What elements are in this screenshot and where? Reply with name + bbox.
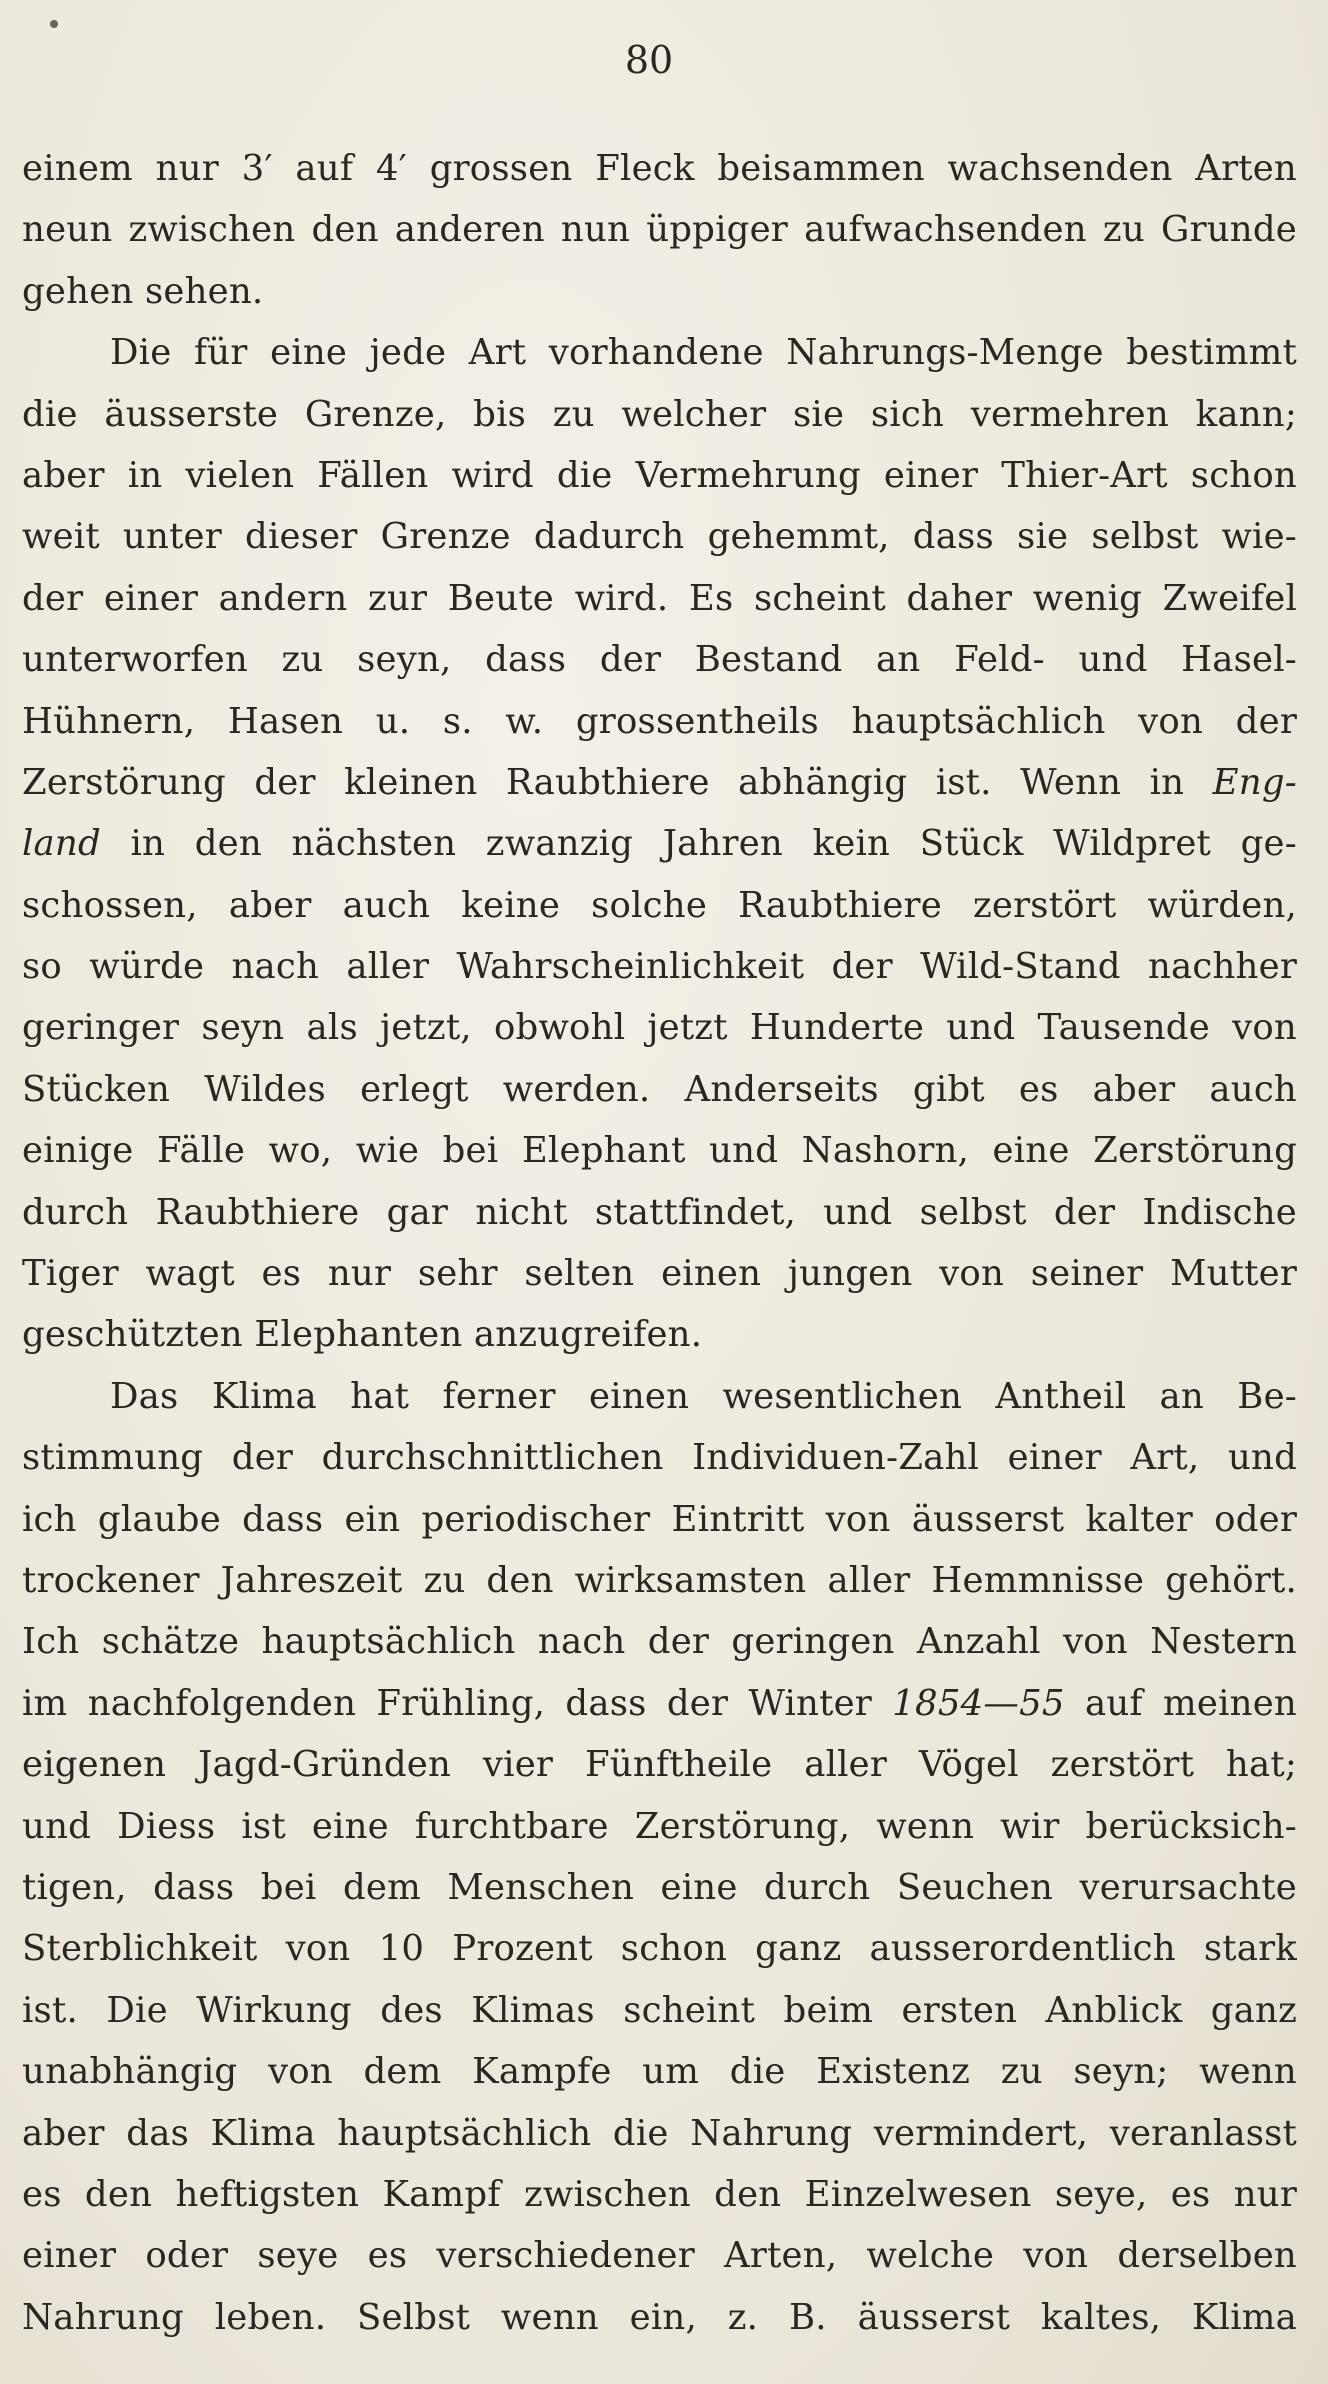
text-line: Das Klima hat ferner einen wesentlichen Antheil an Be- (110, 1375, 1297, 1417)
text-line: im nachfolgenden Frühling, dass der Winter 1854—55 auf meinen (22, 1682, 1297, 1724)
text-line: Tiger wagt es nur sehr selten einen jungen von seiner Mutter (22, 1253, 1297, 1295)
page-number: 80 (624, 38, 674, 82)
text-line: Die für eine jede Art vorhandene Nahrungs-Menge bestimmt (110, 332, 1297, 374)
text-line: der einer andern zur Beute wird. Es scheint daher wenig Zweifel (22, 577, 1297, 619)
text-line: Ich schätze hauptsächlich nach der geringen Anzahl von Nestern (22, 1621, 1297, 1663)
text-line: so würde nach aller Wahrscheinlichkeit der Wild-Stand nachher (22, 946, 1297, 988)
body-text (22, 138, 1297, 2348)
text-line: die äusserste Grenze, bis zu welcher sie sich vermehren kann; (22, 393, 1297, 435)
text-line: Zerstörung der kleinen Raubthiere abhängig ist. Wenn in Eng- (22, 761, 1297, 803)
text-line: land in den nächsten zwanzig Jahren kein Stück Wildpret ge- (22, 823, 1297, 865)
italic-word: land (22, 823, 101, 865)
text-line: eigenen Jagd-Gründen vier Fünftheile aller Vögel zerstört hat; (22, 1744, 1297, 1786)
text-line: ist. Die Wirkung des Klimas scheint beim ersten Anblick ganz (22, 1989, 1297, 2031)
text-line: geschützten Elephanten anzugreifen. (22, 1314, 703, 1356)
text-line: stimmung der durchschnittlichen Individuen-Zahl einer Art, und (22, 1437, 1297, 1479)
text-line: einige Fälle wo, wie bei Elephant und Nashorn, eine Zerstörung (22, 1130, 1297, 1172)
text-line: trockener Jahreszeit zu den wirksamsten aller Hemmnisse gehört. (22, 1559, 1297, 1601)
text-line: aber das Klima hauptsächlich die Nahrung vermindert, veranlasst (22, 2112, 1297, 2154)
text-line: aber in vielen Fällen wird die Vermehrung einer Thier-Art schon (22, 454, 1297, 496)
text-line: ich glaube dass ein periodischer Eintritt von äusserst kalter oder (22, 1498, 1297, 1540)
text-line: Sterblichkeit von 10 Prozent schon ganz ausserordentlich stark (22, 1928, 1297, 1970)
text-line: Nahrung leben. Selbst wenn ein, z. B. äusserst kaltes, Klima (22, 2296, 1297, 2338)
text-line: und Diess ist eine furchtbare Zerstörung, wenn wir berücksich- (22, 1805, 1297, 1847)
text-line: es den heftigsten Kampf zwischen den Einzelwesen seye, es nur (22, 2173, 1297, 2215)
text-line: einem nur 3′ auf 4′ grossen Fleck beisammen wachsenden Arten (22, 148, 1297, 189)
text-line: unabhängig von dem Kampfe um die Existenz zu seyn; wenn (22, 2051, 1297, 2093)
text-line: einer oder seye es verschiedener Arten, welche von derselben (22, 2235, 1297, 2277)
text-line: unterworfen zu seyn, dass der Bestand an Feld- und Hasel- (22, 639, 1297, 681)
text-line: weit unter dieser Grenze dadurch gehemmt, dass sie selbst wie- (22, 516, 1297, 558)
text-line: Hühnern, Hasen u. s. w. grossentheils hauptsächlich von der (22, 700, 1297, 742)
text-line: durch Raubthiere gar nicht stattfindet, und selbst der Indische (22, 1191, 1297, 1233)
ink-speck (50, 20, 58, 28)
italic-word: Eng- (1212, 761, 1297, 803)
text-line: tigen, dass bei dem Menschen eine durch Seuchen verursachte (22, 1866, 1297, 1908)
text-line: gehen sehen. (22, 270, 264, 312)
text-line: Stücken Wildes erlegt werden. Anderseits gibt es aber auch (22, 1068, 1297, 1110)
text-line: neun zwischen den anderen nun üppiger aufwachsenden zu Grunde (22, 209, 1297, 251)
text-line: schossen, aber auch keine solche Raubthiere zerstört würden, (22, 884, 1297, 926)
text-line: geringer seyn als jetzt, obwohl jetzt Hunderte und Tausende von (22, 1007, 1297, 1049)
italic-word: 1854—55 (892, 1682, 1065, 1724)
